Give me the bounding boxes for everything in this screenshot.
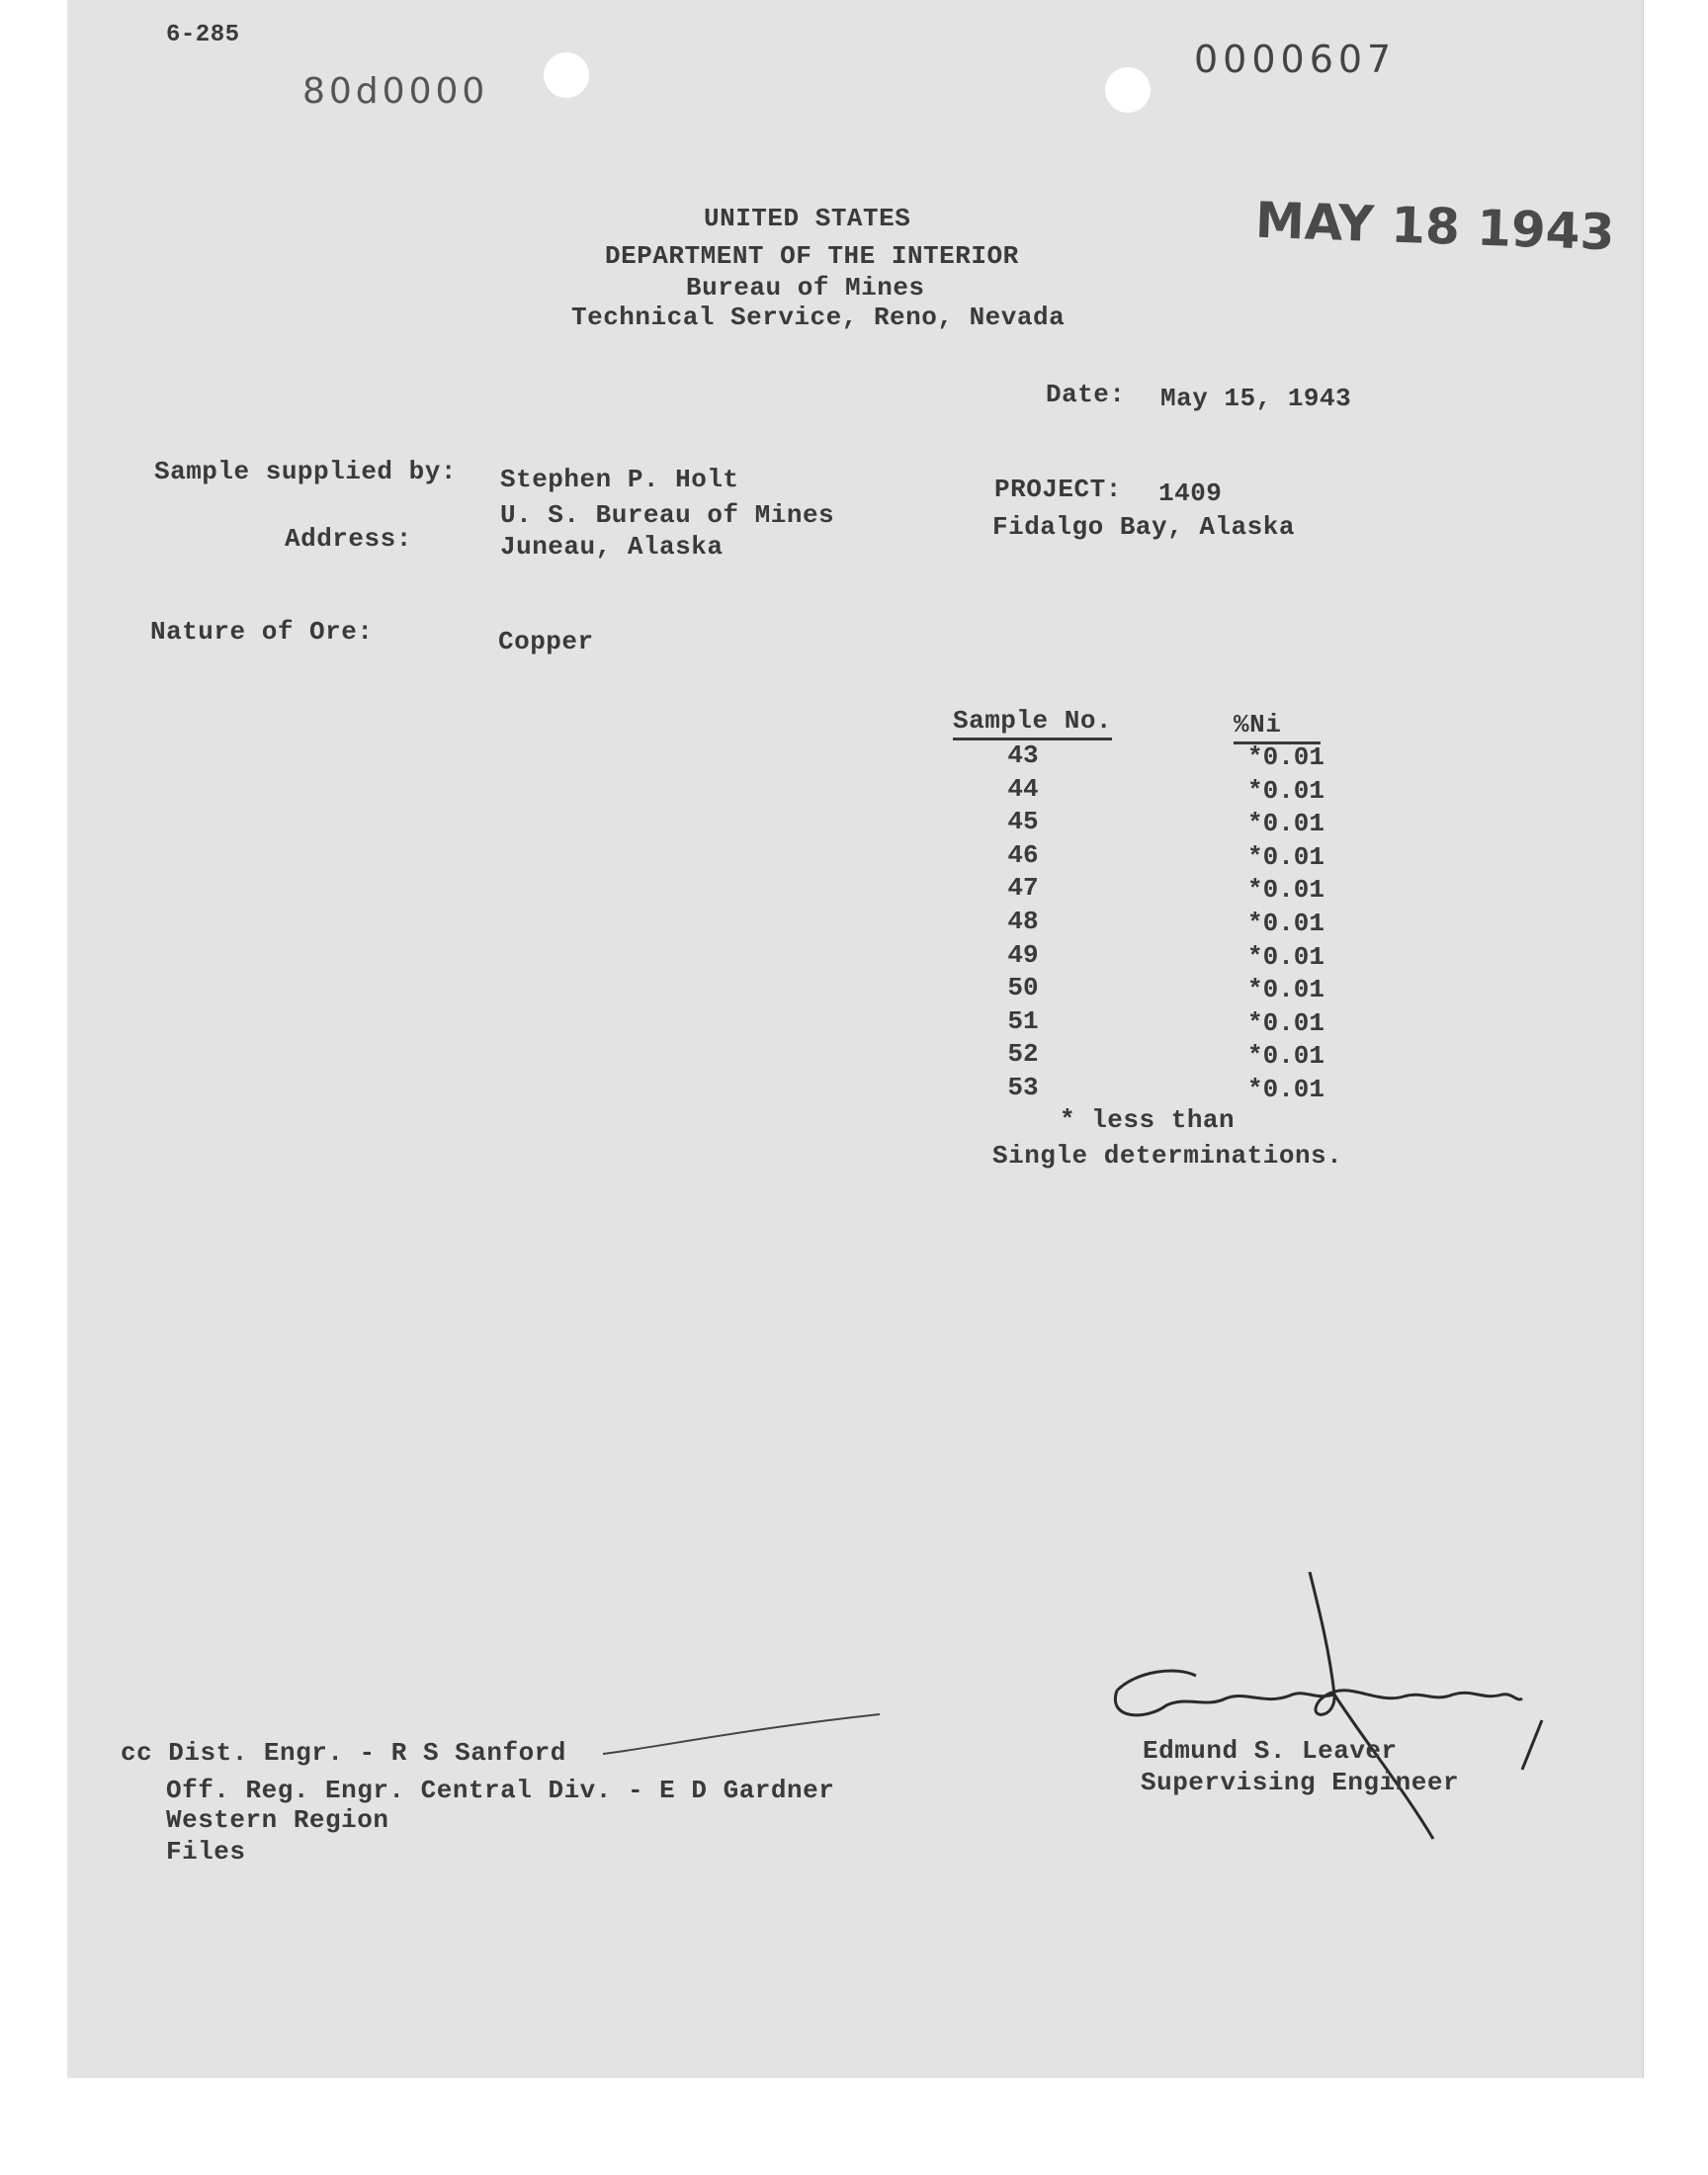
sample-number-cell: 51: [1007, 1005, 1039, 1036]
ore-value: Copper: [498, 627, 594, 656]
project-location: Fidalgo Bay, Alaska: [992, 512, 1295, 542]
nickel-percent-cell: *0.01: [1247, 1041, 1325, 1072]
sample-number-cell: 44: [1007, 773, 1039, 804]
date-label: Date:: [1046, 380, 1126, 409]
pen-stroke: [593, 1708, 890, 1768]
nickel-percent-cell: *0.01: [1247, 775, 1325, 806]
address-label: Address:: [285, 524, 412, 554]
sample-number-cell: 43: [1007, 740, 1039, 770]
punch-hole: [1105, 67, 1151, 113]
sample-number-cell: 52: [1007, 1039, 1039, 1070]
letterhead-line-3: Bureau of Mines: [686, 273, 925, 303]
nickel-percent-cell: *0.01: [1247, 742, 1325, 772]
nickel-percent-cell: *0.01: [1247, 809, 1325, 839]
ore-label: Nature of Ore:: [150, 617, 374, 647]
nickel-percent-cell: *0.01: [1247, 1074, 1325, 1104]
sample-number-cell: 53: [1007, 1072, 1039, 1102]
signer-name: Edmund S. Leaver: [1143, 1736, 1398, 1766]
punch-hole: [544, 52, 589, 98]
nickel-percent-cell: *0.01: [1247, 841, 1325, 872]
letterhead-line-2: DEPARTMENT OF THE INTERIOR: [605, 241, 1019, 271]
sample-number-cell: 46: [1007, 839, 1039, 870]
supplier-label: Sample supplied by:: [154, 457, 457, 486]
letterhead-line-4: Technical Service, Reno, Nevada: [571, 303, 1066, 332]
sample-number-cell: 47: [1007, 873, 1039, 904]
cc-line-1: cc Dist. Engr. - R S Sanford: [121, 1738, 566, 1768]
nickel-percent-cell: *0.01: [1247, 1007, 1325, 1038]
cc-line-4: Files: [166, 1837, 246, 1867]
sample-number-cell: 49: [1007, 939, 1039, 970]
column-header-sample-no: Sample No.: [953, 706, 1112, 740]
letterhead-line-1: UNITED STATES: [704, 204, 911, 233]
supplier-name: Stephen P. Holt: [500, 465, 739, 494]
supplier-organization: U. S. Bureau of Mines: [500, 500, 835, 530]
project-number: 1409: [1158, 478, 1223, 508]
sample-number-cell: 50: [1007, 973, 1039, 1003]
footnote-single-determinations: Single determinations.: [992, 1141, 1343, 1171]
nickel-percent-cell: *0.01: [1247, 941, 1325, 972]
sample-number-cell: 45: [1007, 807, 1039, 837]
column-header-ni-percent: %Ni: [1234, 710, 1321, 744]
nickel-percent-cell: *0.01: [1247, 875, 1325, 906]
sample-number-column: [988, 740, 1058, 1105]
document-id-right: 0000607: [1194, 38, 1397, 81]
address-value: Juneau, Alaska: [500, 532, 724, 562]
form-number: 6-285: [166, 22, 240, 48]
document-id-left: 80d0000: [302, 71, 489, 112]
received-date-stamp: MAY 18 1943: [1254, 191, 1616, 262]
nickel-percent-cell: *0.01: [1247, 975, 1325, 1005]
sample-number-cell: 48: [1007, 906, 1039, 936]
handwritten-signature: [1107, 1572, 1601, 1849]
cc-line-2: Off. Reg. Engr. Central Div. - E D Gardner: [166, 1776, 835, 1805]
nickel-percent-cell: *0.01: [1247, 908, 1325, 938]
signer-title: Supervising Engineer: [1141, 1768, 1460, 1797]
project-label: PROJECT:: [994, 475, 1122, 504]
cc-line-3: Western Region: [166, 1805, 389, 1835]
date-value: May 15, 1943: [1160, 384, 1352, 413]
footnote-less-than: * less than: [1060, 1105, 1236, 1135]
nickel-percent-column: [1247, 741, 1346, 1107]
